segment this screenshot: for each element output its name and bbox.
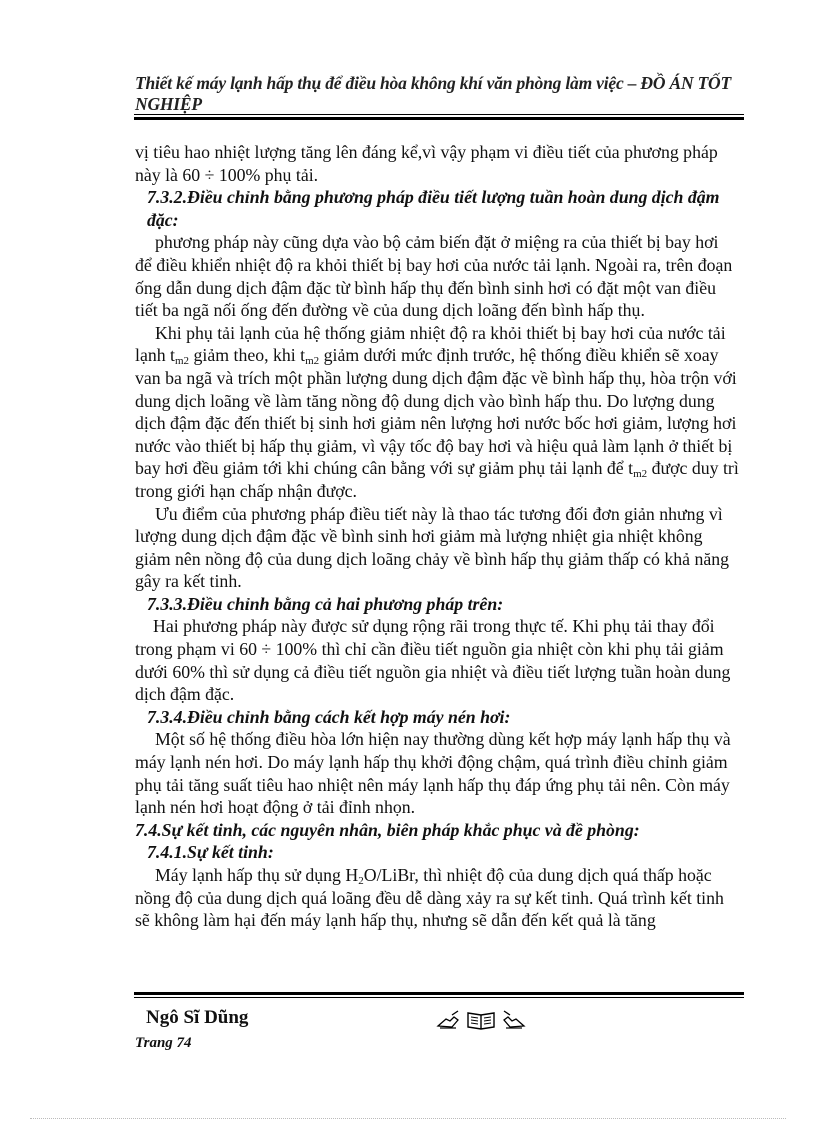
header-title: Thiết kế máy lạnh hấp thụ để điều hòa không khí văn phòng làm việc bbox=[135, 73, 624, 93]
author-name: Ngô Sĩ Dũng bbox=[146, 1007, 249, 1028]
section-heading-7-3-3: 7.3.3.Điều chỉnh bằng cả hai phương pháp trên: bbox=[147, 593, 504, 614]
paragraph: Một số hệ thống điều hòa lớn hiện nay thường dùng kết hợp máy lạnh hấp thụ và máy lạnh nén hơi. Do máy lạnh hấp thụ khởi động chậm, quá trình điều chỉnh giảm phụ tải tăng suất tiêu hao nhiệt nên máy lạnh hấp thụ đáp ứng phụ tải nên. Còn máy lạnh nén hơi hoạt động ở tải đỉnh nhọn. bbox=[135, 729, 731, 818]
page-bottom-dotted-line bbox=[30, 1118, 786, 1119]
ornament-icons bbox=[436, 1009, 526, 1031]
paragraph: phương pháp này cũng dựa vào bộ cảm biến đặt ở miệng ra của thiết bị bay hơi để điều khiển nhiệt độ ra khỏi thiết bị bay hơi của nước tải lạnh. Ngoài ra, trên đoạn ống dẫn dung dịch đậm đặc từ bình hấp thụ đến bình sinh hơi có đặt một van điều tiết ba ngã nối ống đến đường về của dung dịch loãng đến bình hấp thụ. bbox=[135, 232, 733, 321]
footer-rule-thick bbox=[134, 992, 744, 995]
paragraph: Khi phụ tải lạnh của hệ thống giảm nhiệt độ ra khỏi thiết bị bay hơi của nước tải lạnh $t_{m2}$ giảm theo, khi $t_{m2}$ giảm dưới mức định trước, hệ thống điều khiển sẽ xoay van ba ngã và trích một phần lượng dung dịch đậm đặc về bình hấp thụ, hòa trộn với dung dịch loãng về làm tăng nồng độ dung dịch vào bình hấp thu. Do lượng dung dịch đậm đặc đến thiết bị sinh hơi giảm nên lượng hơi nước bốc hơi giảm, lượng hơi nước vào thiết bị hấp thụ giảm, vì vậy tốc độ bay hơi và hiệu quả làm lạnh ở thiết bị bay hơi đều giảm tới khi chúng cân bằng với sự giảm phụ tải lạnh để $t_{m2}$ được duy trì trong giới hạn chấp nhận được. bbox=[135, 322, 739, 501]
section-heading-7-4-1: 7.4.1.Sự kết tinh: bbox=[147, 842, 274, 863]
page-body bbox=[135, 141, 739, 932]
section-heading-7-4: 7.4.Sự kết tinh, các nguyên nhân, biên pháp khắc phục và đề phòng: bbox=[135, 819, 640, 840]
running-header bbox=[135, 73, 743, 115]
book-icon bbox=[468, 1013, 494, 1029]
paragraph: vị tiêu hao nhiệt lượng tăng lên đáng kể,vì vậy phạm vi điều tiết của phương pháp này là 60 ÷ 100% phụ tải. bbox=[135, 142, 718, 185]
paragraph: Ưu điểm của phương pháp điều tiết này là thao tác tương đối đơn giản nhưng vì lượng dung dịch đậm đặc về bình sinh hơi giảm mà lượng nhiệt gia nhiệt không giảm nên nồng độ của dung dịch loãng chảy về bình hấp thụ giảm thấp có khả năng gây ra kết tinh. bbox=[135, 503, 730, 592]
header-accent: – ĐỒ ÁN TỐT NGHIỆP bbox=[135, 73, 731, 114]
page-number: Trang 74 bbox=[135, 1035, 192, 1051]
section-heading-7-3-2: 7.3.2.Điều chỉnh bằng phương pháp điều tiết lượng tuần hoàn dung dịch đậm đặc: bbox=[147, 187, 720, 230]
paragraph: Hai phương pháp này được sử dụng rộng rãi trong thực tế. Khi phụ tải thay đổi trong phạm vi 60 ÷ 100% thì chỉ cần điều tiết nguồn gia nhiệt còn khi phụ tải giảm dưới 60% thì sử dụng cả điều tiết nguồn gia nhiệt và điều tiết lượng tuần hoàn dung dịch đậm đặc. bbox=[135, 616, 731, 705]
section-heading-7-3-4: 7.3.4.Điều chỉnh bằng cách kết hợp máy nén hơi: bbox=[147, 706, 511, 727]
paragraph: Máy lạnh hấp thụ sử dụng $H_2O$/LiBr, thì nhiệt độ của dung dịch quá thấp hoặc nồng độ của dung dịch quá loãng đều dễ dàng xảy ra sự kết tinh. Quá trình kết tinh sẽ không làm hại đến máy lạnh hấp thụ, nhưng sẽ dẫn đến kết quả là tăng bbox=[135, 865, 724, 931]
header-rule-thin bbox=[134, 114, 744, 115]
header-rule-thick bbox=[134, 117, 744, 120]
footer-rule-thin bbox=[134, 997, 744, 998]
writing-hand-icon bbox=[436, 1009, 526, 1031]
